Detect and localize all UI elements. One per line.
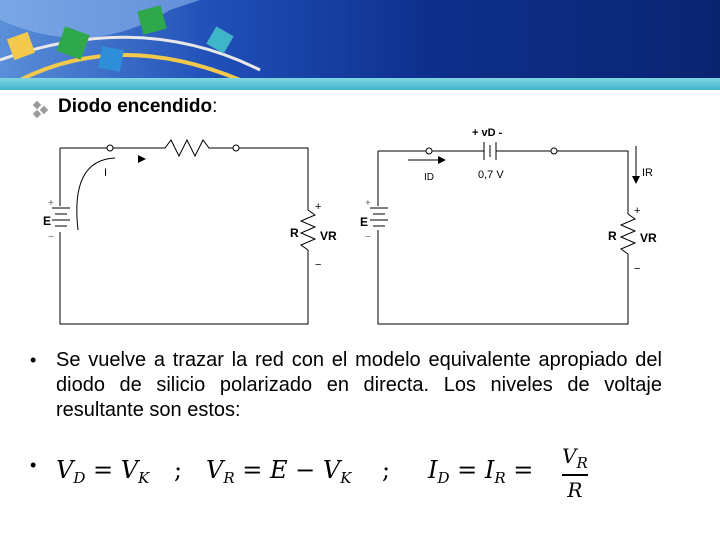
right-voltage-label: VR [640, 231, 657, 245]
left-voltage-label: VR [320, 229, 337, 243]
eq-id-ir: $I_D = I_R$ = [428, 456, 534, 487]
banner-decoration [0, 0, 720, 80]
slide-heading [58, 96, 217, 118]
equation-line [56, 444, 676, 508]
left-resistor-minus: − [315, 259, 322, 271]
right-source-minus: − [365, 232, 371, 243]
eq-numerator: $V_R$ [562, 444, 588, 472]
eq-fraction-bar [562, 474, 588, 476]
left-source-plus: + [48, 198, 54, 209]
left-source-label: E [43, 214, 52, 228]
eq-denominator: R [567, 477, 583, 502]
header-banner [0, 0, 720, 80]
bullet-dot-equation: • [30, 455, 37, 475]
eq-vd-vk: $V_D = V_K$ [56, 456, 150, 487]
right-diode-voltage: + vD - [472, 127, 503, 139]
eq-sep-1: ; [174, 456, 183, 484]
eq-fraction [562, 444, 588, 502]
right-current-d: ID [424, 172, 434, 183]
circuit-diagram-left [40, 130, 350, 330]
left-current-label: I [104, 167, 108, 179]
body-paragraph: Se vuelve a trazar la red con el modelo equivalente apropiado del diodo de silicio polarizado en directa. Los niveles de voltaje resultante son estos: [56, 349, 662, 421]
right-resistor-plus: + [634, 205, 641, 217]
diamond-bullet-icon [30, 101, 50, 119]
right-resistor-minus: − [634, 263, 641, 275]
eq-vr: $V_R = E - V_K$ [206, 456, 352, 487]
eq-sep-2: ; [382, 456, 391, 484]
right-current-r: IR [642, 167, 653, 179]
circuit-diagram-right [360, 124, 660, 330]
right-source-label: E [360, 215, 369, 229]
banner-strip [0, 78, 720, 90]
bullet-dot: • [30, 350, 37, 370]
left-resistor-label: R [290, 226, 299, 240]
heading-bold: Diodo encendido [58, 96, 213, 117]
left-resistor-plus: + [315, 201, 322, 213]
heading-colon: : [212, 96, 218, 117]
right-resistor-label: R [608, 229, 617, 243]
right-diode-drop: 0,7 V [478, 169, 504, 181]
left-source-minus: − [48, 232, 54, 243]
right-source-plus: + [365, 198, 371, 209]
